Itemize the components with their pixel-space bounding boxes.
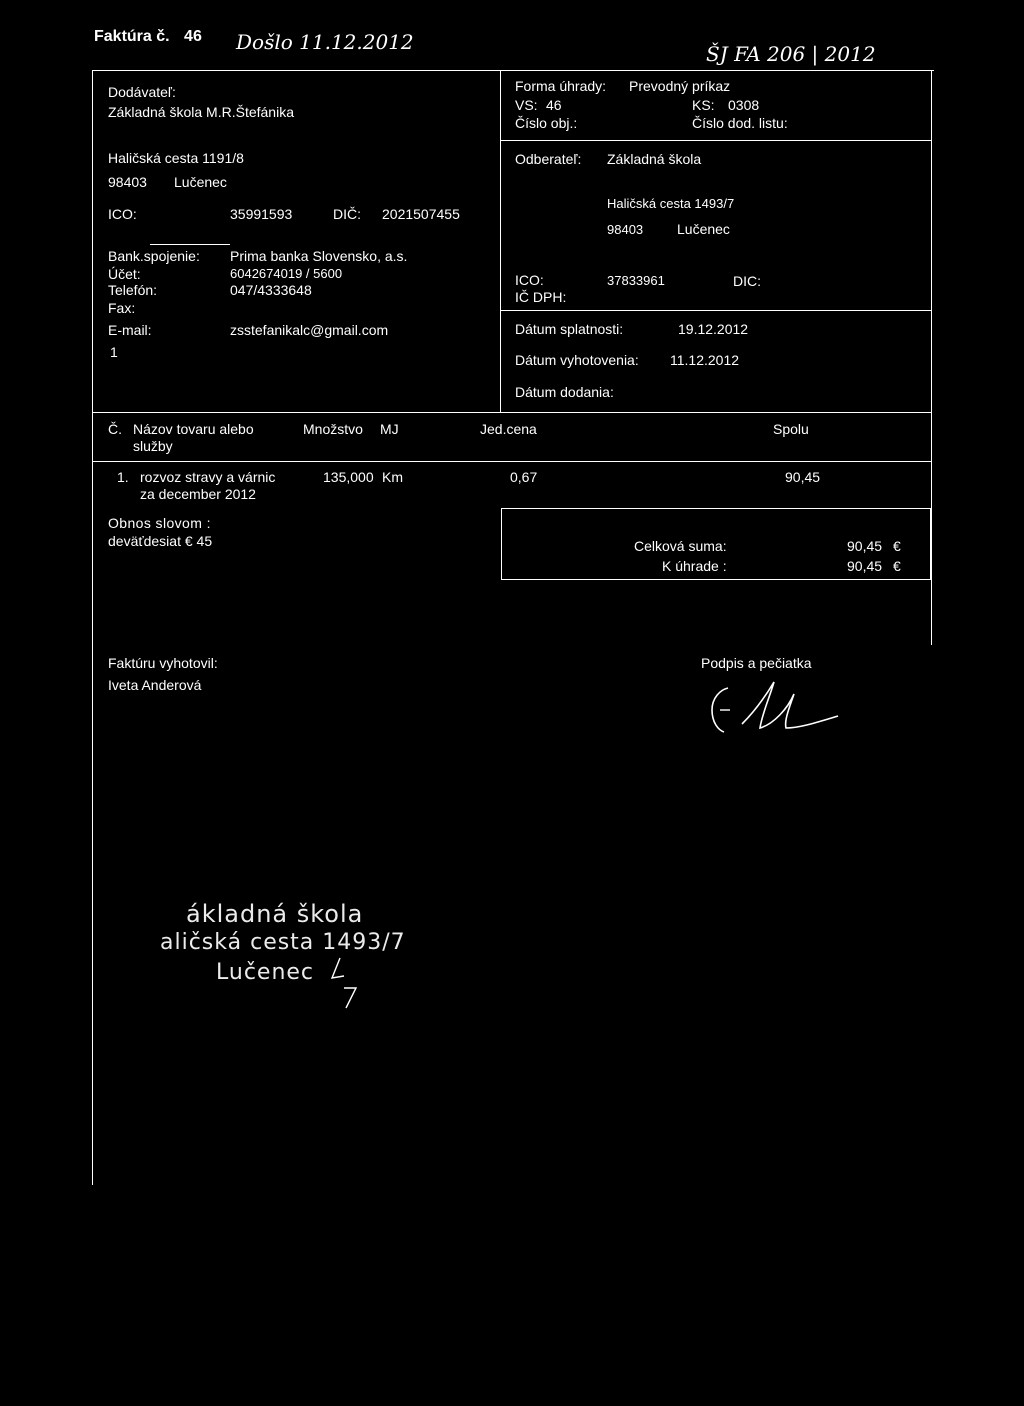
frame-left xyxy=(92,70,93,1185)
supplier-street: Haličská cesta 1191/8 xyxy=(108,150,244,166)
amount-words-value: deväťdesiat € 45 xyxy=(108,533,213,549)
customer-street: Haličská cesta 1493/7 xyxy=(607,196,735,211)
col-header-quantity: Množstvo xyxy=(303,421,363,437)
issued-by-label: Faktúru vyhotovil: xyxy=(108,655,218,671)
table-top-line xyxy=(92,412,932,413)
stamp-line-1: ákladná škola xyxy=(186,900,364,928)
supplier-bank-value: Prima banka Slovensko, a.s. xyxy=(230,248,408,264)
payment-vs-label: VS: xyxy=(515,97,538,113)
customer-divider xyxy=(500,310,932,311)
payment-form-label: Forma úhrady: xyxy=(515,78,607,94)
signature-image xyxy=(700,674,870,744)
payment-ks-value: 0308 xyxy=(728,97,760,113)
supplier-bank-label: Bank.spojenie: xyxy=(108,248,200,264)
col-header-name-line2: služby xyxy=(133,438,173,454)
stamp-handwritten-marks xyxy=(282,954,382,1010)
due-date-value: 19.12.2012 xyxy=(678,321,749,337)
customer-city: Lučenec xyxy=(677,221,730,237)
row-item-name-line2: za december 2012 xyxy=(140,486,256,502)
payment-vs-value: 46 xyxy=(546,97,562,113)
amount-due-value: 90,45 xyxy=(847,558,883,574)
invoice-title-label: Faktúra č. xyxy=(94,28,170,45)
row-number: 1. xyxy=(117,469,129,485)
amount-due-currency: € xyxy=(893,558,901,574)
amount-due-label: K úhrade : xyxy=(662,558,727,574)
frame-right xyxy=(931,70,932,645)
issued-by-name: Iveta Anderová xyxy=(108,677,202,693)
supplier-phone-label: Telefón: xyxy=(108,282,158,298)
supplier-page-number: 1 xyxy=(110,344,118,360)
issue-date-value: 11.12.2012 xyxy=(670,352,740,368)
customer-ico-label: ICO: xyxy=(515,272,544,288)
amount-words-label: Obnos slovom : xyxy=(108,515,211,531)
supplier-label: Dodávateľ: xyxy=(108,84,176,100)
payment-order-label: Číslo obj.: xyxy=(515,115,578,131)
col-header-number: Č. xyxy=(108,421,122,437)
supplier-bank-underline xyxy=(150,244,230,245)
row-unit: Km xyxy=(382,469,403,485)
total-sum-value: 90,45 xyxy=(847,538,883,554)
customer-dic-label: DIC: xyxy=(733,273,761,289)
customer-name: Základná škola xyxy=(607,151,702,167)
col-header-unit: MJ xyxy=(380,421,399,437)
customer-zip: 98403 xyxy=(607,222,644,237)
supplier-city: Lučenec xyxy=(174,174,227,190)
payment-divider xyxy=(500,140,932,141)
supplier-ico-label: ICO: xyxy=(108,206,137,222)
supplier-account-label: Účet: xyxy=(108,266,141,282)
customer-ico-value: 37833961 xyxy=(607,273,665,288)
supplier-ico-value: 35991593 xyxy=(230,206,293,222)
supplier-account-value: 6042674019 / 5600 xyxy=(230,266,343,281)
payment-ks-label: KS: xyxy=(692,97,715,113)
frame-top xyxy=(92,70,934,71)
row-quantity: 135,000 xyxy=(323,469,374,485)
payment-delivery-label: Číslo dod. listu: xyxy=(692,115,788,131)
supplier-phone-value: 047/4333648 xyxy=(230,282,312,298)
total-sum-label: Celková suma: xyxy=(634,538,727,554)
customer-label: Odberateľ: xyxy=(515,151,582,167)
row-item-name: rozvoz stravy a várnic xyxy=(140,469,276,485)
handwritten-received-note: Došlo 11.12.2012 xyxy=(236,30,414,54)
frame-middle xyxy=(500,70,501,412)
row-total: 90,45 xyxy=(785,469,821,485)
stamp-line-3: Lučenec xyxy=(216,960,315,985)
handwritten-registration-note: ŠJ FA 206 | 2012 xyxy=(706,42,876,66)
table-header-line xyxy=(92,461,932,462)
supplier-dic-value: 2021507455 xyxy=(382,206,460,222)
due-date-label: Dátum splatnosti: xyxy=(515,321,624,337)
total-sum-currency: € xyxy=(893,538,901,554)
delivery-date-label: Dátum dodania: xyxy=(515,384,614,400)
signature-label: Podpis a pečiatka xyxy=(701,655,812,671)
customer-icdph-label: IČ DPH: xyxy=(515,289,567,305)
supplier-name: Základná škola M.R.Štefánika xyxy=(108,104,294,120)
supplier-email-label: E-mail: xyxy=(108,322,152,338)
supplier-dic-label: DIČ: xyxy=(333,206,361,222)
stamp-line-2: aličská cesta 1493/7 xyxy=(160,930,406,955)
col-header-total: Spolu xyxy=(773,421,809,437)
supplier-fax-label: Fax: xyxy=(108,300,136,316)
col-header-unit-price: Jed.cena xyxy=(480,421,537,437)
col-header-name: Názov tovaru alebo xyxy=(133,421,254,437)
supplier-zip: 98403 xyxy=(108,174,147,190)
payment-form-value: Prevodný príkaz xyxy=(629,78,731,94)
invoice-number: 46 xyxy=(184,28,202,45)
invoice-title xyxy=(94,28,202,46)
supplier-email-value: zsstefanikalc@gmail.com xyxy=(230,322,389,338)
issue-date-label: Dátum vyhotovenia: xyxy=(515,352,639,368)
row-unit-price: 0,67 xyxy=(510,469,538,485)
